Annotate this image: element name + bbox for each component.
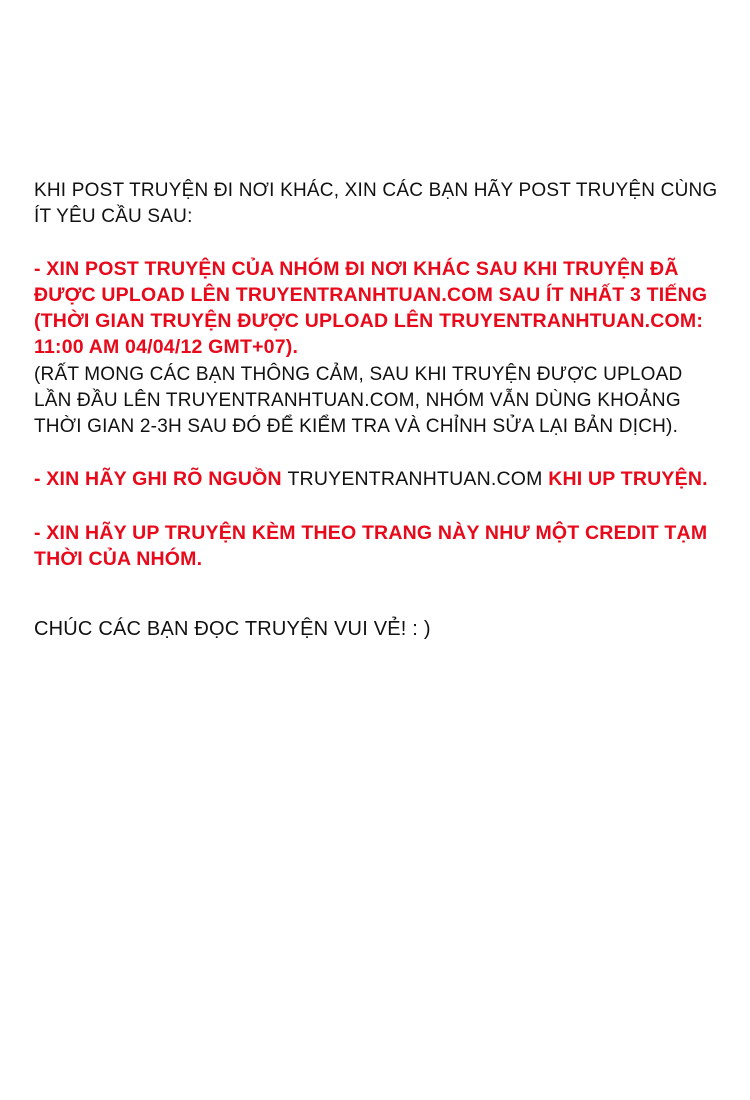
notice-block (34, 178, 718, 642)
notice-rule-include-page: - XIN HÃY UP TRUYỆN KÈM THEO TRANG NÀY NHƯ MỘT CREDIT TẠM THỜI CỦA NHÓM. (34, 522, 708, 570)
notice-rule-upload-delay: - XIN POST TRUYỆN CỦA NHÓM ĐI NƠI KHÁC SAU KHI TRUYỆN ĐÃ ĐƯỢC UPLOAD LÊN TRUYENTRANHTUAN.COM SAU ÍT NHẤT 3 TIẾNG (THỜI GIAN TRUYỆN ĐƯỢC UPLOAD LÊN TRUYENTRANHTUAN.COM: 11:00 AM 04/04/12 GMT+07). (34, 258, 708, 358)
notice-rule-upload-delay-note: (RẤT MONG CÁC BẠN THÔNG CẢM, SAU KHI TRUYỆN ĐƯỢC UPLOAD LẦN ĐẦU LÊN TRUYENTRANHTUAN.COM, NHÓM VẪN DÙNG KHOẢNG THỜI GIAN 2-3H SAU ĐÓ ĐỂ KIỂM TRA VÀ CHỈNH SỬA LẠI BẢN DỊCH). (34, 364, 683, 437)
notice-outro-text: CHÚC CÁC BẠN ĐỌC TRUYỆN VUI VẺ! : ) (34, 618, 431, 640)
notice-rule-credit-source-part2: KHI UP TRUYỆN. (542, 468, 708, 490)
notice-rule-credit-source-part1: - XIN HÃY GHI RÕ NGUỒN (34, 468, 288, 490)
notice-source-site: TRUYENTRANHTUAN.COM (287, 468, 543, 490)
notice-rule-credit-source (34, 466, 718, 492)
notice-intro-text: KHI POST TRUYỆN ĐI NƠI KHÁC, XIN CÁC BẠN HÃY POST TRUYỆN CÙNG ÍT YÊU CẦU SAU: (34, 180, 718, 227)
